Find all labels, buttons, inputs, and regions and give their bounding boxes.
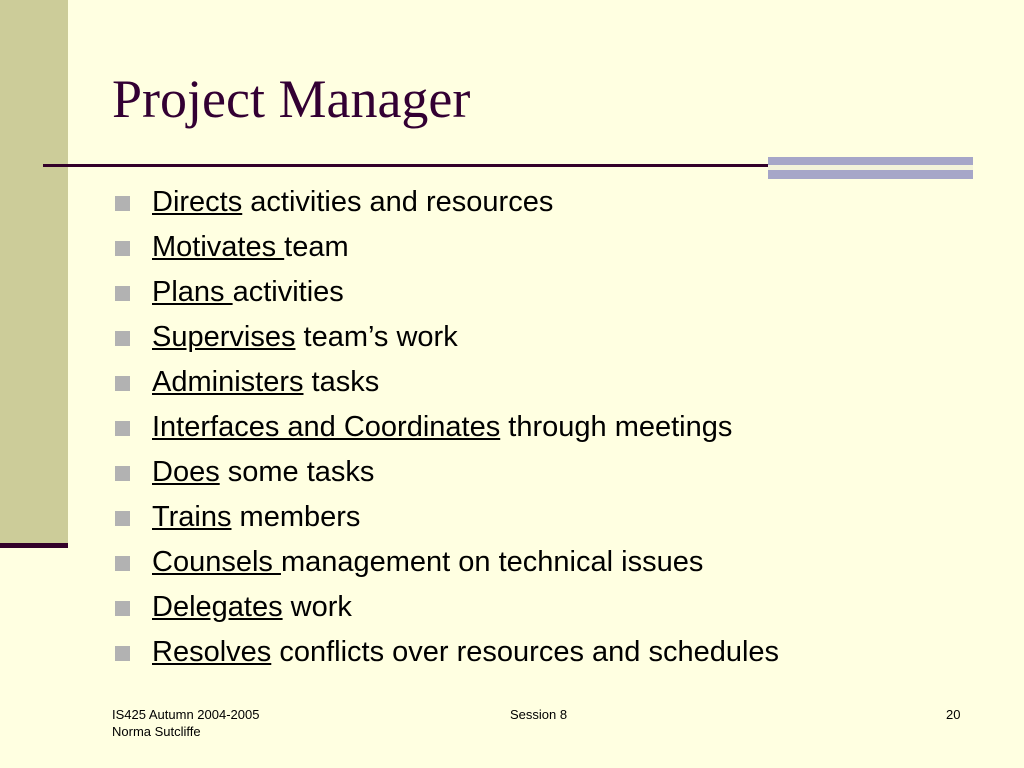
bullet-square-icon (115, 331, 130, 346)
bullet-key-term: Plans (152, 276, 233, 308)
bullet-square-icon (115, 646, 130, 661)
bullet-key-term: Delegates (152, 591, 283, 623)
bullet-text: team (284, 231, 349, 263)
bullet-square-icon (115, 421, 130, 436)
footer-course-info (112, 706, 259, 740)
title-accent-bars (768, 157, 973, 179)
bullet-list (112, 180, 779, 675)
bullet-item-trains (112, 495, 779, 540)
footer-course: IS425 Autumn 2004-2005 (112, 707, 260, 722)
bullet-item-delegates (112, 585, 779, 630)
bullet-text: tasks (303, 366, 380, 398)
bullet-key-term: Directs (152, 186, 243, 218)
bullet-key-term: Motivates (152, 231, 285, 263)
bullet-text: management on technical issues (280, 546, 704, 578)
bullet-key-term: Counsels (152, 546, 281, 578)
bullet-item-administers (112, 360, 779, 405)
slide-title: Project Manager (112, 69, 471, 129)
bullet-text: members (231, 501, 361, 533)
bullet-key-term: Resolves (152, 636, 272, 668)
bullet-square-icon (115, 376, 130, 391)
bullet-square-icon (115, 556, 130, 571)
side-band-rule (0, 543, 68, 548)
bullet-key-term: Supervises (152, 321, 296, 353)
bullet-square-icon (115, 601, 130, 616)
bullet-square-icon (115, 286, 130, 301)
bullet-text: conflicts over resources and schedules (271, 636, 780, 668)
footer-author: Norma Sutcliffe (112, 724, 201, 739)
bullet-text: activities (232, 276, 344, 308)
footer-session: Session 8 (510, 707, 568, 722)
bullet-square-icon (115, 511, 130, 526)
bullet-square-icon (115, 466, 130, 481)
bullet-item-interfaces (112, 405, 779, 450)
bullet-text: team’s work (295, 321, 458, 353)
bullet-item-motivates (112, 225, 779, 270)
bullet-item-plans (112, 270, 779, 315)
bullet-item-supervises (112, 315, 779, 360)
bullet-item-counsels (112, 540, 779, 585)
bullet-text: activities and resources (242, 186, 554, 218)
bullet-key-term: Interfaces and Coordinates (152, 411, 501, 443)
bullet-key-term: Does (152, 456, 220, 488)
bullet-square-icon (115, 196, 130, 211)
bullet-text: work (282, 591, 352, 623)
footer-page-number: 20 (946, 707, 961, 722)
bullet-text: through meetings (500, 411, 733, 443)
accent-bar-top (768, 157, 973, 165)
bullet-square-icon (115, 241, 130, 256)
bullet-key-term: Administers (152, 366, 304, 398)
bullet-key-term: Trains (152, 501, 232, 533)
bullet-item-resolves (112, 630, 779, 675)
bullet-item-does (112, 450, 779, 495)
title-underline-rule (43, 164, 801, 167)
bullet-text: some tasks (219, 456, 375, 488)
accent-bar-bottom (768, 170, 973, 179)
side-band (0, 0, 68, 545)
bullet-item-directs (112, 180, 779, 225)
